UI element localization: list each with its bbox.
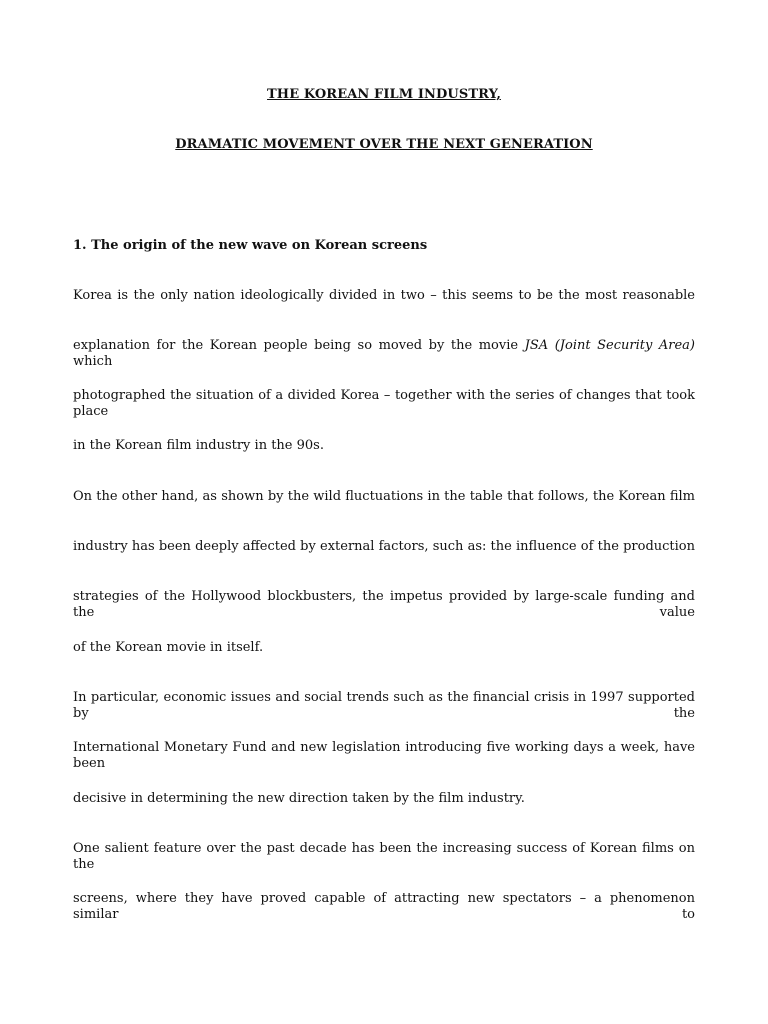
section-heading: 1. The origin of the new wave on Korean screens: [73, 238, 428, 253]
body-line: of the Korean movie in itself.: [73, 640, 264, 655]
document-title-line-2: DRAMATIC MOVEMENT OVER THE NEXT GENERATION: [175, 137, 593, 152]
body-line: strategies of the Hollywood blockbusters, the impetus provided by large-scale funding and the value: [73, 589, 695, 620]
body-line-text: which: [73, 354, 113, 369]
body-line: photographed the situation of a divided Korea – together with the series of changes that took place: [73, 388, 695, 419]
body-line: screens, where they have proved capable of attracting new spectators – a phenomenon similar to: [73, 891, 695, 922]
body-line: Korea is the only nation ideologically divided in two – this seems to be the most reasonable: [73, 288, 695, 303]
body-line: International Monetary Fund and new legislation introducing five working days a week, have been: [73, 740, 695, 771]
body-line: On the other hand, as shown by the wild fluctuations in the table that follows, the Korean film: [73, 489, 695, 504]
document-title-line-1: THE KOREAN FILM INDUSTRY,: [267, 87, 501, 102]
movie-title: JSA (Joint Security Area): [524, 338, 696, 353]
body-line: decisive in determining the new direction taken by the film industry.: [73, 791, 525, 806]
body-line: industry has been deeply affected by external factors, such as: the influence of the production: [73, 539, 695, 554]
body-line: In particular, economic issues and social trends such as the financial crisis in 1997 supported by the: [73, 690, 695, 721]
body-line: in the Korean film industry in the 90s.: [73, 438, 324, 453]
body-line: [73, 338, 695, 370]
body-line: One salient feature over the past decade has been the increasing success of Korean films on the: [73, 841, 695, 872]
body-line-text: explanation for the Korean people being so moved by the movie: [73, 338, 525, 353]
